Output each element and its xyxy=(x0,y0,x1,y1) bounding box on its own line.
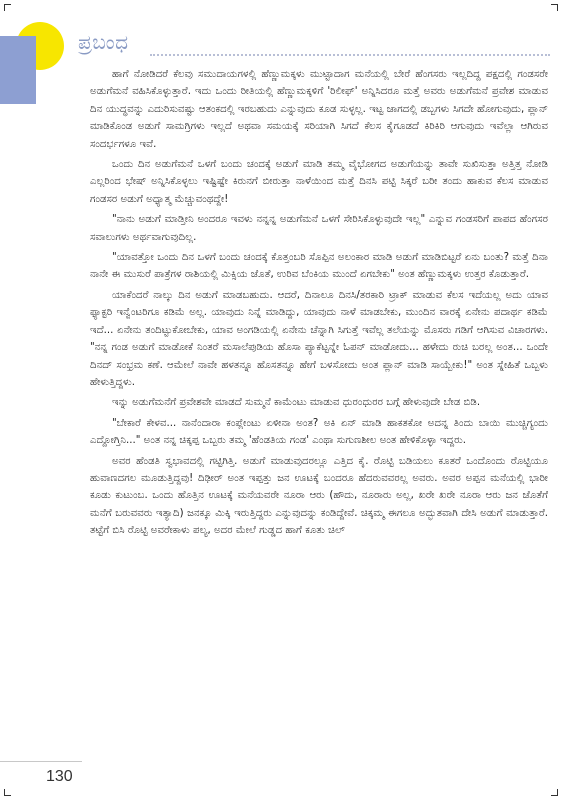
paragraph: ಒಂದು ದಿನ ಅಡುಗೆಮನೆ ಒಳಗೆ ಬಂದು ಚಂದಕ್ಕೆ ಅಡುಗೆ ಮಾಡಿ ತಮ್ಮ ವೈಭೋಗದ ಅಡುಗೆಯನ್ನು ತಾವೇ ಸುಖಿಸುತ್ತಾ ಅತ್ತಿತ್ತ ನೋಡಿ ಎಲ್ಲರಿಂದ ಭೇಷ್ ಅನ್ನಿಸಿಕೊಳ್ಳಲು ಇಷ್ಟಿಷ್ಟೇ ಕಿರುನಗೆ ಬೀರುತ್ತಾ ನಾಳೆಯಿಂದ ಮತ್ತೆ ದಿನಸಿ ಪಟ್ಟಿ ಸಿಕ್ಕರೆ ಬರೀ ತಂದು ಹಾಕುವ ಕೆಲಸ ಮಾಡುವ ಗಂಡಸರ ಅಡುಗೆ ಅಧ್ಯಾತ್ಮ ಮೆಚ್ಚುವಂಥದ್ದೇ! xyxy=(90,159,548,205)
decorative-circles xyxy=(0,0,80,110)
title-dotted-rule xyxy=(150,54,550,56)
article-body xyxy=(90,66,548,756)
paragraph: "ಬೇಕಾರೆ ಕೇಳವ... ನಾನೆಂದಾರಾ ಕಂಪ್ಲೇಂಟು ಏಳೀನಾ ಅಂತ? ಅಕಿ ಏನ್ ಮಾಡಿ ಹಾಕತಕೋ ಅದನ್ನ ತಿಂದು ಬಾಯಿ ಮುಚ್ಚಿಗ್ಯಂದು ಎದ್ದೋಗ್ತಿನಿ..." ಅಂತ ನನ್ನ ಚಿಕ್ಕಪ್ಪ ಒಬ್ಬರು ತಮ್ಮ 'ಹೆಂಡತಿಯ ಗಂಡ' ಎಂಥಾ ಸುಗುಣಶೀಲ ಅಂತ ಹೇಳಿಕೊಳ್ಳಾ ಇದ್ದರು. xyxy=(90,417,548,447)
paragraph: ಹಾಗೆ ನೋಡಿದರೆ ಕೆಲವು ಸಮುದಾಯಗಳಲ್ಲಿ ಹೆಣ್ಣುಮಕ್ಕಳು ಮುಟ್ಟಾದಾಗ ಮನೆಯಲ್ಲಿ ಬೇರೆ ಹೆಂಗಸರು ಇಲ್ಲದಿದ್ದ ಪಕ್ಷದಲ್ಲಿ ಗಂಡಸರೇ ಅಡುಗೆಮನೆ ವಹಿಸಿಕೊಳ್ಳುತ್ತಾರೆ. ಇದು ಒಂದು ರೀತಿಯಲ್ಲಿ ಹೆಣ್ಣುಮಕ್ಕಳಿಗೆ 'ರಿಲೀಫ್' ಅನ್ನಿಸಿದರೂ ಮತ್ತೆ ಅವರು ಅಡುಗೆಮನೆ ಪ್ರವೇಶ ಮಾಡುವ ದಿನ ಯುದ್ಧವನ್ನು ಎದುರಿಸುವಷ್ಟು ಆತಂಕದಲ್ಲಿ ಇರಬಹುದು ಎನ್ನುವುದು ಕೂಡ ಸುಳ್ಳಲ್ಲ. ಇಟ್ಟ ಜಾಗದಲ್ಲಿ ಡಬ್ಬಗಳು ಸಿಗದೇ ಹೋಗುವುದು, ಪ್ಲಾನ್ ಮಾಡಿಕೊಂಡ ಅಡುಗೆ ಸಾಮಗ್ರಿಗಳು ಇಲ್ಲದೆ ಅಥವಾ ಸಮಯಕ್ಕೆ ಸರಿಯಾಗಿ ಸಿಗದೆ ಕೆಲಸ ಕೈಗೂಡದೆ ಕಿರಿಕಿರಿ ಆಗುವುದು ಇವೆಲ್ಲಾ ಆಗಿರುವ ಸಂದರ್ಭಗಳೂ ಇವೆ. xyxy=(90,69,548,150)
paragraph: ಅವರ ಹೆಂಡತಿ ಸ್ವಭಾವದಲ್ಲಿ ಗಟ್ಟಿಗಿತ್ತಿ. ಅಡುಗೆ ಮಾಡುವುದರಲ್ಲೂ ಎತ್ತಿದ ಕೈ. ರೊಟ್ಟಿ ಬಡಿಯಲು ಕೂತರೆ ಒಂದೊಂದು ರೊಟ್ಟಿಯೂ ಹುವಾಣದಗಲ ಮೂಡುತ್ತಿದ್ದವು! ದಿಢೀರ್ ಅಂತ ಇಪ್ಪತ್ತು ಜನ ಊಟಕ್ಕೆ ಬಂದರೂ ಹೆದರುವವರಲ್ಲ ಅವರು. ಅವರ ಅಪ್ಪನ ಮನೆಯಲ್ಲಿ ಭಾರೀ ಕೂಡು ಕುಟುಂಬ. ಒಂದು ಹೊತ್ತಿನ ಊಟಕ್ಕೆ ಮನೆಯವರೇ ನೂರಾ ಆರು (ಹೌದು, ನೂರಾರು ಅಲ್ಲ, ಖರೇ ಖರೇ ನೂರಾ ಆರು ಜನ ಜೊತೆಗೆ ಮನೆಗೆ ಬರುವವರು ಇತ್ಯಾದಿ) ಜನಕ್ಕೂ ಮಿಕ್ಕಿ ಇರುತ್ತಿದ್ದರು ಎನ್ನುವುದನ್ನು ಕಂಡಿದ್ದೇವೆ. ಚಿಕ್ಕಮ್ಮ ಈಗಲೂ ಅದ್ಭುತವಾಗಿ ದೇಸಿ ಅಡುಗೆ ಮಾಡುತ್ತಾರೆ. ತಟ್ಟೆಗೆ ಬಿಸಿ ರೊಟ್ಟಿ ಅವರೇಕಾಳು ಪಲ್ಯ, ಅದರ ಮೇಲೆ ಗುಡ್ಡದ ಹಾಗೆ ಕೂತು ಚಿಲ್ xyxy=(90,455,548,537)
crop-mark-bottom-left xyxy=(4,789,11,796)
crop-mark-top-right xyxy=(551,4,558,11)
page-number: 130 xyxy=(46,768,73,785)
paragraph: ಇನ್ನು ಅಡುಗೆಮನೆಗೆ ಪ್ರವೇಶವೇ ಮಾಡದೆ ಸುಮ್ಮನೆ ಕಾಮೆಂಟು ಮಾಡುವ ಧುರಂಧುರರ ಬಗ್ಗೆ ಹೇಳುವುದೇ ಬೇಡ ಬಿಡಿ. xyxy=(112,397,481,409)
paragraph: "ಯಾವತ್ತೋ ಒಂದು ದಿನ ಒಳಗೆ ಬಂದು ಚಂದಕ್ಕೆ ಕೊತ್ತಂಬರಿ ಸೊಪ್ಪಿನ ಅಲಂಕಾರ ಮಾಡಿ ಅಡುಗೆ ಮಾಡಿಬಿಟ್ಟರೆ ಏನು ಬಂತು? ಮತ್ತೆ ದಿನಾ ನಾನೇ ಈ ಮುಸುರೆ ಪಾತ್ರೆಗಳ ರಾಶಿಯಲ್ಲಿ ಮಿಕ್ಸಿಯ ಜೊತೆ, ಉರಿವ ಬೆಂಕಿಯ ಮುಂದೆ ಏಗಬೇಕು" ಅಂತ ಹೆಣ್ಣುಮಕ್ಕಳು ಉತ್ತರ ಕೊಡುತ್ತಾರೆ. xyxy=(90,252,548,281)
crop-mark-bottom-right xyxy=(551,789,558,796)
footer-rule xyxy=(0,761,82,762)
section-title: ಪ್ರಬಂಧ xyxy=(78,30,129,54)
paragraph: ಯಾಕೆಂದರೆ ನಾಲ್ಕು ದಿನ ಅಡುಗೆ ಮಾಡಬಹುದು. ಆದರೆ, ದಿನಾಲೂ ದಿನಸಿ/ತರಕಾರಿ ಟ್ರಾಕ್ ಮಾಡುವ ಕೆಲಸ ಇದೆಯಲ್ಲ ಅದು ಯಾವ ಫ್ಯಾಕ್ಟರಿ ಇನ್ವೆಂಟರಿಗೂ ಕಡಿಮೆ ಅಲ್ಲ. ಯಾವುದು ನಿನ್ನೆ ಮಾಡಿದ್ದು, ಯಾವುದು ನಾಳೆ ಮಾಡಬೇಕು, ಮುಂದಿನ ವಾರಕ್ಕೆ ಏನೇನು ಪದಾರ್ಥ ಕಡಿಮೆ ಇದೆ... ಏನೇನು ತಂದಿಟ್ಟುಕೋಬೇಕು, ಯಾವ ಅಂಗಡಿಯಲ್ಲಿ ಏನೇನು ಚೆನ್ನಾಗಿ ಸಿಗುತ್ತೆ ಇವೆಲ್ಲ ತಲೆಯನ್ನು ಮೊಸರು ಗಡಿಗೆ ಆಗಿಸುವ ವಿಚಾರಗಳು. "ನನ್ನ ಗಂಡ ಅಡುಗೆ ಮಾಡೋಕೆ ನಿಂತರೆ ಮಸಾಲೆಪುಡಿಯ ಹೊಸಾ ಪ್ಯಾಕೆಟ್ಟನ್ನೇ ಓಪನ್ ಮಾಡೋದು... ಹಳೇದು ರುಚಿ ಬರಲ್ಲ ಅಂತ... ಒಂದೇ ದಿನದ್ ಸಂಭ್ರಮ ಕಣೆ. ಆಮೇಲೆ ನಾವೇ ಹಳತನ್ನೂ ಹೊಸತನ್ನೂ ಹೇಗೆ ಬಳಸೋದು ಅಂತ ಪ್ಲಾನ್ ಮಾಡಿ ಸಾಯ್ಬೇಕು!" ಅಂತ ಸ್ನೇಹಿತೆ ಒಬ್ಬಳು ಹೇಳುತ್ತಿದ್ದಳು. xyxy=(90,289,548,388)
paragraph: "ನಾನು ಅಡುಗೆ ಮಾಡ್ತೀನಿ ಅಂದರೂ ಇವಳು ನನ್ನನ್ನ ಅಡುಗೆಮನೆ ಒಳಗೆ ಸೇರಿಸಿಕೊಳ್ಳುವುದೇ ಇಲ್ಲ" ಎನ್ನುವ ಗಂಡಸರಿಗೆ ಪಾಪದ ಹೆಂಗಸರ ಸವಾಲುಗಳು ಅರ್ಥವಾಗುವುದಿಲ್ಲ. xyxy=(90,214,548,243)
